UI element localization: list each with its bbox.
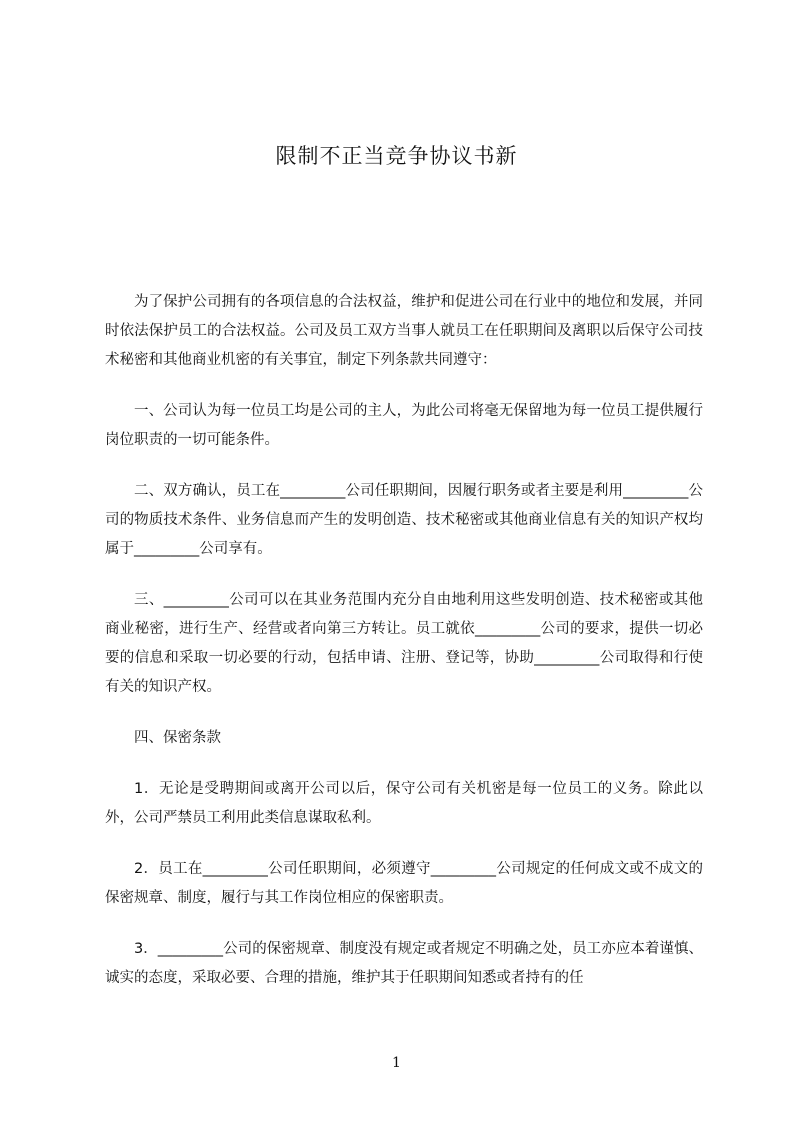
paragraph-clause-2: 二、双方确认，员工在_________公司任职期间，因履行职务或者主要是利用_________公司的物质技术条件、业务信息而产生的发明创造、技术秘密或其他商业信息有关的知识产权均属于_________公司享有。 bbox=[105, 483, 703, 557]
paragraph-clause-3: 三、_________公司可以在其业务范围内充分自由地利用这些发明创造、技术秘密或其他商业秘密，进行生产、经营或者向第三方转让。员工就依_________公司的要求，提供一切必要的信息和采取一切必要的行动，包括申请、注册、登记等，协助_________公司取得和行使有关的知识产权。 bbox=[105, 592, 703, 695]
paragraph-clause-1: 一、公司认为每一位员工均是公司的主人，为此公司将毫无保留地为每一位员工提供履行岗位职责的一切可能条件。 bbox=[105, 403, 703, 448]
page-number: 1 bbox=[392, 1055, 401, 1071]
document-body bbox=[105, 288, 703, 1015]
paragraph-intro: 为了保护公司拥有的各项信息的合法权益，维护和促进公司在行业中的地位和发展，并同时依法保护员工的合法权益。公司及员工双方当事人就员工在任职期间及离职以后保守公司技术秘密和其他商业机密的有关事宜，制定下列条款共同遵守： bbox=[105, 294, 703, 368]
paragraph-confidentiality-3: 3．_________公司的保密规章、制度没有规定或者规定不明确之处，员工亦应本着谨慎、诚实的态度，采取必要、合理的措施，维护其于任职期间知悉或者持有的任 bbox=[105, 941, 703, 986]
paragraph-confidentiality-2: 2．员工在_________公司任职期间，必须遵守_________公司规定的任何成文或不成文的保密规章、制度，履行与其工作岗位相应的保密职责。 bbox=[105, 861, 703, 906]
section-heading-confidentiality: 四、保密条款 bbox=[134, 730, 221, 746]
paragraph-confidentiality-1: 1．无论是受聘期间或离开公司以后，保守公司有关机密是每一位员工的义务。除此以外，公司严禁员工利用此类信息谋取私利。 bbox=[105, 781, 703, 826]
document-title: 限制不正当竞争协议书新 bbox=[275, 144, 518, 168]
